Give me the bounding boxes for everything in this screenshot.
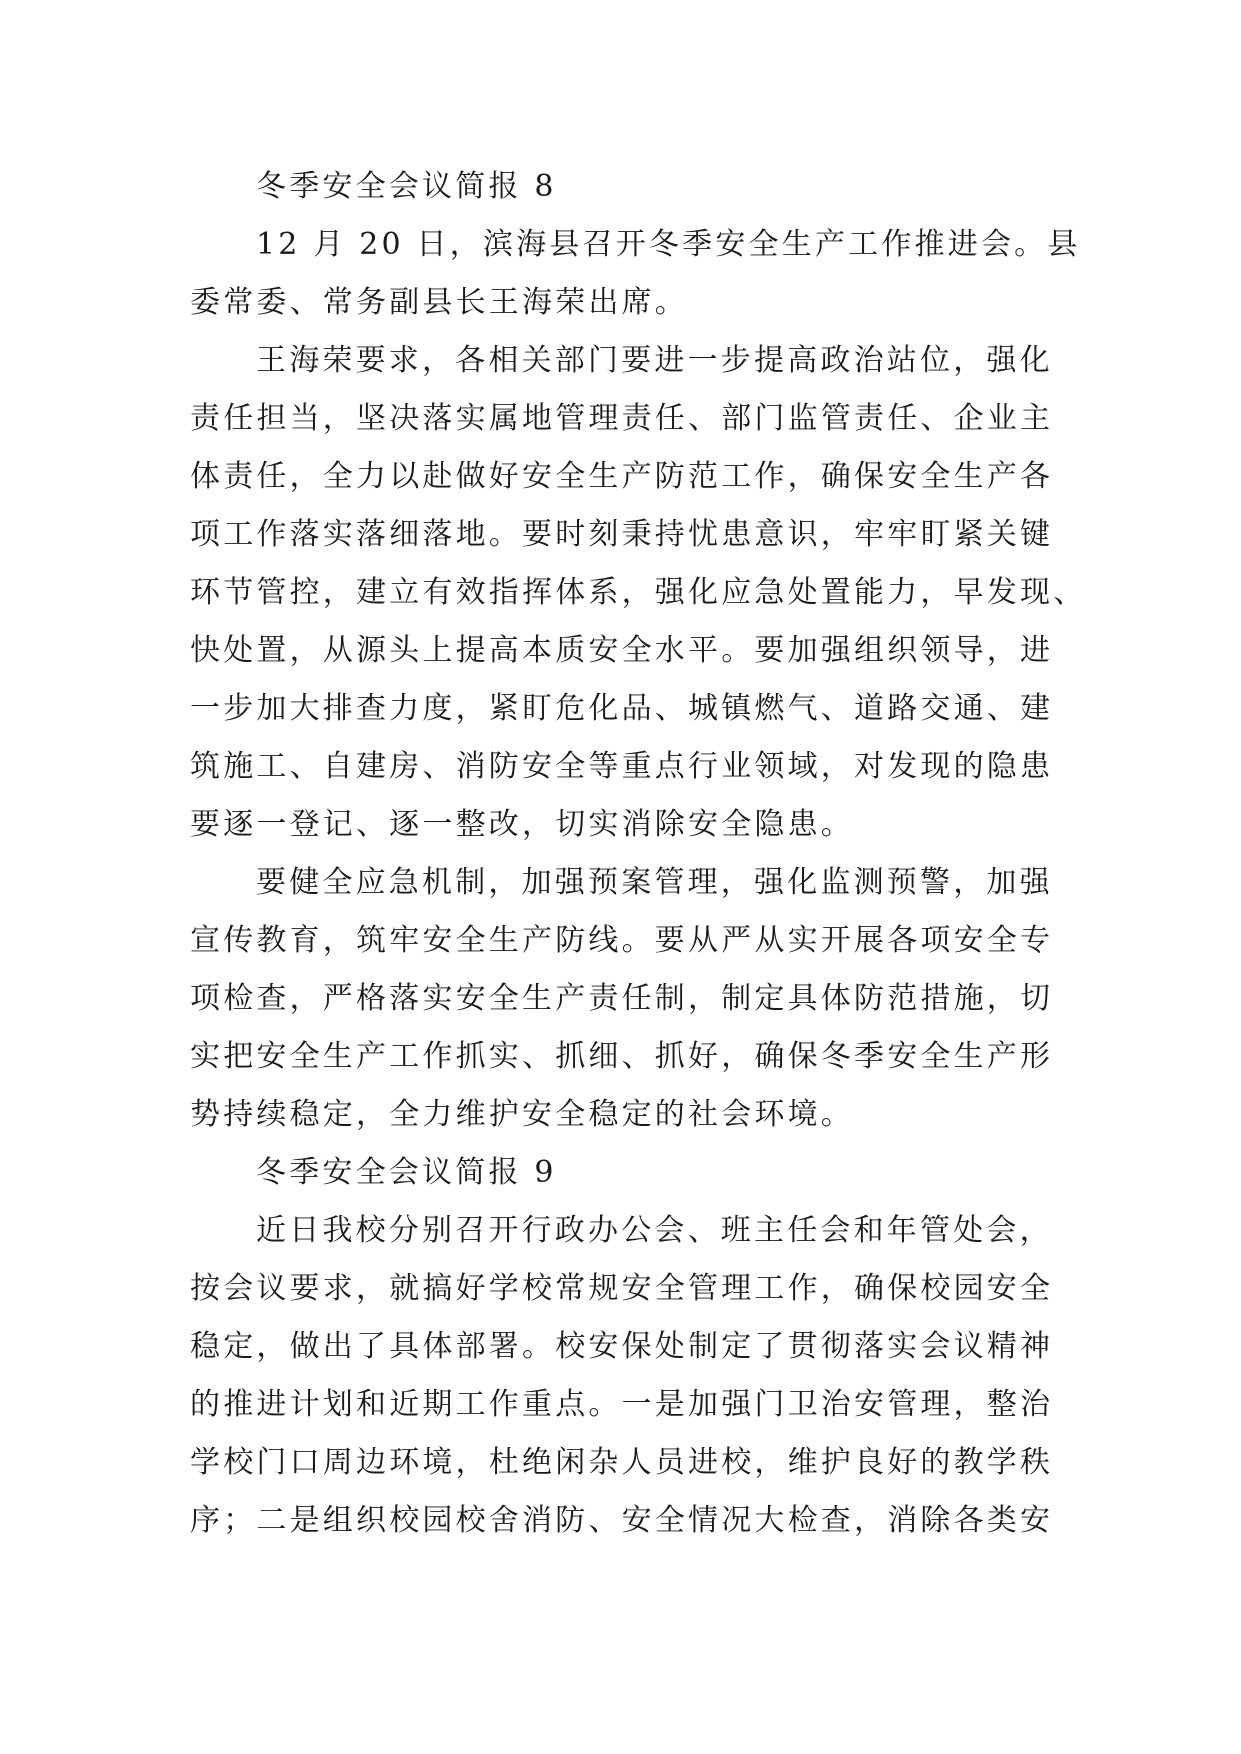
paragraph-line: 快处置，从源头上提高本质安全水平。要加强组织领导，进 (190, 633, 1054, 668)
paragraph-line: 按会议要求，就搞好学校常规安全管理工作，确保校园安全 (190, 1271, 1054, 1306)
paragraph-line: 的推进计划和近期工作重点。一是加强门卫治安管理，整治 (190, 1387, 1054, 1422)
paragraph-line: 项工作落实落细落地。要时刻秉持忧患意识，牢牢盯紧关键 (190, 517, 1054, 552)
paragraph-line: 体责任，全力以赴做好安全生产防范工作，确保安全生产各 (190, 459, 1054, 494)
section-briefing-8 (190, 158, 1087, 1144)
paragraph (190, 1202, 1060, 1550)
paragraph-line: 要健全应急机制，加强预案管理，强化监测预警，加强 (256, 865, 1053, 900)
paragraph-line: 委常委、常务副县长王海荣出席。 (190, 285, 688, 320)
section-briefing-9 (190, 1144, 1060, 1550)
paragraph-line: 学校门口周边环境，杜绝闲杂人员进校，维护良好的教学秩 (190, 1445, 1054, 1480)
paragraph-line: 筑施工、自建房、消防安全等重点行业领域，对发现的隐患 (190, 749, 1054, 784)
paragraph (190, 332, 1087, 854)
paragraph-line: 一步加大排查力度，紧盯危化品、城镇燃气、道路交通、建 (190, 691, 1054, 726)
paragraph-line: 势持续稳定，全力维护安全稳定的社会环境。 (190, 1097, 854, 1132)
paragraph (190, 216, 1081, 332)
paragraph-line: 实把安全生产工作抓实、抓细、抓好，确保冬季安全生产形 (190, 1039, 1054, 1074)
paragraph-line: 近日我校分别召开行政办公会、班主任会和年管处会， (256, 1213, 1053, 1248)
paragraph-line: 12 月 20 日，滨海县召开冬季安全生产工作推进会。县 (256, 227, 1081, 262)
paragraph-line: 责任担当，坚决落实属地管理责任、部门监管责任、企业主 (190, 401, 1054, 436)
section-heading: 冬季安全会议简报 9 (256, 1155, 557, 1190)
section-heading: 冬季安全会议简报 8 (256, 169, 557, 204)
document-page (190, 158, 1087, 1550)
paragraph-line: 稳定，做出了具体部署。校安保处制定了贯彻落实会议精神 (190, 1329, 1054, 1364)
paragraph-line: 要逐一登记、逐一整改，切实消除安全隐患。 (190, 807, 854, 842)
paragraph-line: 序；二是组织校园校舍消防、安全情况大检查，消除各类安 (190, 1503, 1054, 1538)
paragraph-line: 宣传教育，筑牢安全生产防线。要从严从实开展各项安全专 (190, 923, 1054, 958)
paragraph-line: 项检查，严格落实安全生产责任制，制定具体防范措施，切 (190, 981, 1054, 1016)
paragraph-line: 王海荣要求，各相关部门要进一步提高政治站位，强化 (256, 343, 1053, 378)
paragraph (190, 854, 1060, 1144)
paragraph-line: 环节管控，建立有效指挥体系，强化应急处置能力，早发现、 (190, 575, 1087, 610)
